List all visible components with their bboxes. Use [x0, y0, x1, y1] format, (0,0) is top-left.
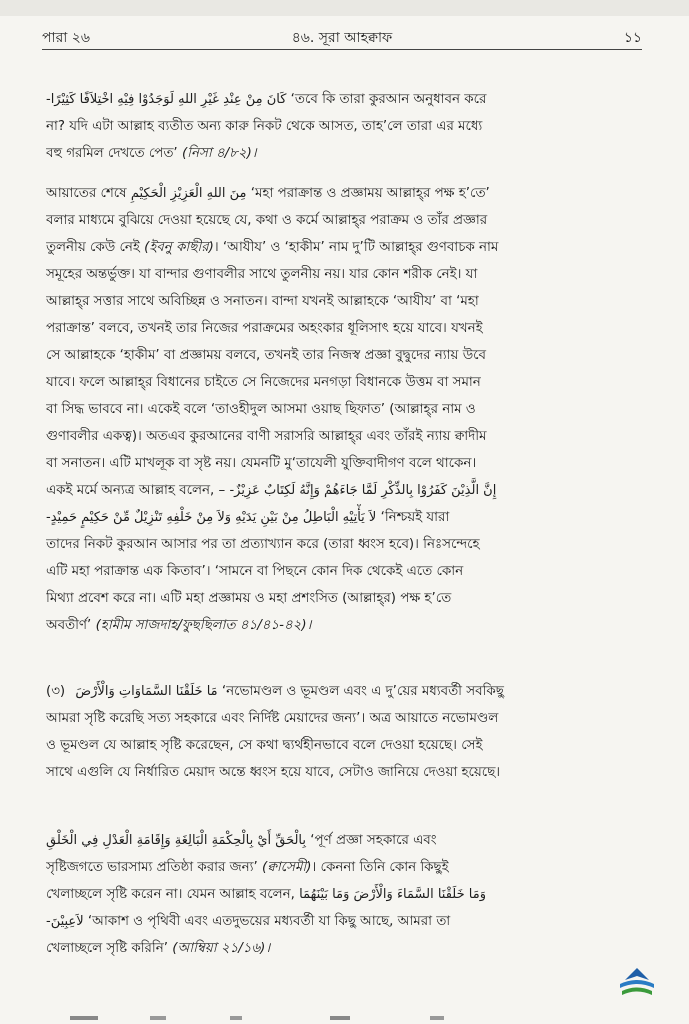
text-line: যাবে। ফলে আল্লাহ্‌র বিধানের চাইতে সে নিজেদের মনগড়া বিধানকে উত্তম বা সমান [46, 375, 481, 390]
reference-citation: (হামীম সাজদাহ/ফুছছিলাত ৪১/৪১-৪২)। [95, 618, 312, 633]
bengali-text: ‘আকাশ ও পৃথিবী এবং এতদুভয়ের মধ্যবর্তী যা কিছু আছে, আমরা তা [87, 914, 451, 929]
text-line: বলার মাধ্যমে বুঝিয়ে দেওয়া হয়েছে যে, কথা ও কর্মে আল্লাহ্‌র পরাক্রম ও তাঁর প্রজ্ঞার [46, 213, 488, 228]
text-line [46, 140, 646, 167]
text-line: বা সনাতন। এটি মাখলূক বা সৃষ্ট নয়। যেমনটি মু‘তাযেলী যুক্তিবাদীগণ বলে থাকেন। [46, 456, 477, 471]
paragraph-2 [46, 180, 646, 639]
reference-citation: (ইবনু কাছীর) [144, 240, 214, 255]
text-line: না? যদি এটা আল্লাহ ব্যতীত অন্য কারু নিকট থেকে আসত, তাহ’লে তারা এর মধ্যে [46, 119, 483, 134]
bengali-text: ‘মহা পরাক্রান্ত ও প্রজ্ঞাময় আল্লাহ্‌র পক্ষ হ’তে’ [250, 186, 490, 201]
arabic-verse: وَمَا خَلَقْنَا السَّمَاءَ وَالْأَرْضَ وَمَا بَيْنَهُمَا [299, 887, 486, 902]
text-line: আল্লাহ্‌র সত্তার সাথে অবিচ্ছিন্ন ও সনাতন। বান্দা যখনই আল্লাহকে ‘আযীয’ বা ‘মহা [46, 294, 479, 309]
text-line [46, 908, 646, 935]
paragraph-3 [46, 678, 646, 786]
text-line [46, 180, 646, 207]
bengali-text: ‘নিশ্চয়ই যারা [380, 510, 450, 525]
text-line: আমরা সৃষ্টি করেছি সত্য সহকারে এবং নির্দিষ্ট মেয়াদের জন্য’। অত্র আয়াতে নভোমণ্ডল [46, 711, 499, 726]
bengali-text: তুলনীয় কেউ নেই [46, 240, 140, 255]
text-line: পরাক্রান্ত’ বলবে, তখনই তার নিজের পরাক্রমের অহংকার ধূলিসাৎ হয়ে যাবে। যখনই [46, 321, 483, 336]
arabic-verse: لاَعِبِيْنَ- [46, 914, 84, 929]
surah-title: ৪৬. সূরা আহক্বাফ [291, 30, 393, 46]
bengali-text: একই মর্মে অন্যত্র আল্লাহ বলেন, – [46, 483, 226, 498]
text-line [46, 612, 646, 639]
reference-citation: (ক্বাসেমী) [262, 860, 312, 875]
arabic-verse: إِنَّ الَّذِيْنَ كَفَرُوْا بِالذِّكْرِ لَمَّا جَاءَهُمْ وَإِنَّهُ لَكِتَابٌ عَزِيْزٌ- [229, 483, 497, 498]
text-line: ও ভূমণ্ডল যে আল্লাহ সৃষ্টি করেছেন, সে কথা দ্ব্যর্থহীনভাবে বলে দেওয়া হয়েছে। সেই [46, 738, 483, 753]
page-header [42, 24, 642, 44]
paragraph-4 [46, 827, 646, 962]
bengali-text: বহু গরমিল দেখতে পেত’ [46, 146, 178, 161]
paragraph-1 [46, 86, 646, 167]
note-number: (৩) [46, 684, 66, 699]
text-line [46, 504, 646, 531]
text-line: এটি মহা পরাক্রান্ত এক কিতাব’। ‘সামনে বা পিছনে কোন দিক থেকেই এতে কোন [46, 564, 464, 579]
bengali-text: আয়াতের শেষে [46, 186, 127, 201]
text-line: গুণাবলীর একত্ব)। অতএব কুরআনের বাণী সরাসরি আল্লাহ্‌র এবং তাঁরই ন্যায় ক্বাদীম [46, 429, 487, 444]
page-number: ১১ [623, 30, 642, 46]
publisher-logo-icon [616, 966, 658, 1000]
bengali-text: সৃষ্টিজগতে ভারসাম্য প্রতিষ্ঠা করার জন্য’ [46, 860, 258, 875]
bengali-text: অবতীর্ণ’ [46, 618, 92, 633]
text-line [46, 86, 646, 113]
text-line: বা সিদ্ধ ভাববে না। একেই বলে ‘তাওহীদুল আসমা ওয়াছ ছিফাত’ (আল্লাহ্‌র নাম ও [46, 402, 476, 417]
bengali-text: ‘তবে কি তারা কুরআন অনুধাবন করে [290, 92, 487, 107]
para-label: পারা ২৬ [42, 30, 90, 46]
arabic-verse: بِالْحَقِّ أَيْ بِالْحِكْمَةِ الْبَالِغَةِ وَإِقَامَةِ الْعَدْلِ فِي الْخَلْقِ [46, 833, 307, 848]
text-line: তাদের নিকট কুরআন আসার পর তা প্রত্যাখ্যান করে (তারা ধ্বংস হবে)। নিঃসন্দেহে [46, 537, 480, 552]
header-rule [42, 49, 642, 50]
reference-citation: (নিসা ৪/৮২)। [181, 146, 257, 161]
bengali-text: ‘পূর্ণ প্রজ্ঞা সহকারে এবং [310, 833, 437, 848]
text-line: সাথে এগুলি যে নির্ধারিত মেয়াদ অন্তে ধ্বংস হয়ে যাবে, সেটাও জানিয়ে দেওয়া হয়েছে। [46, 765, 501, 780]
reference-citation: (আম্বিয়া ২১/১৬)। [172, 941, 271, 956]
text-line: মিথ্যা প্রবেশ করে না। এটি মহা প্রজ্ঞাময় ও মহা প্রশংসিত (আল্লাহ্‌র) পক্ষ হ’তে [46, 591, 452, 606]
text-line [46, 935, 646, 962]
text-line [46, 678, 646, 705]
text-line [46, 881, 646, 908]
text-line [46, 854, 646, 881]
text-line: সমূহের অন্তর্ভুক্ত। যা বান্দার গুণাবলীর সাথে তুলনীয় নয়। যার কোন শরীক নেই। যা [46, 267, 478, 282]
bengali-text: । ‘আযীয’ ও ‘হাকীম’ নাম দু’টি আল্লাহ্‌র গুণবাচক নাম [213, 240, 499, 255]
text-line [46, 477, 646, 504]
scan-edge-marks [0, 1012, 689, 1024]
bengali-text: । কেননা তিনি কোন কিছুই [311, 860, 449, 875]
text-line [46, 827, 646, 854]
arabic-verse: لاَ يَأْتِيْهِ الْبَاطِلُ مِنْ بَيْنِ يَدَيْهِ وَلاَ مِنْ خَلْفِهِ تَنْزِيْلٌ مِّنْ حَكِيْمٍ حَمِيْدٍ- [46, 510, 377, 525]
arabic-verse: مَا خَلَقْنَا السَّمَاوَاتِ وَالْأَرْضَ [75, 684, 218, 699]
arabic-verse: مِنَ اللهِ الْعَزِيْزِ الْحَكِيْمِ [130, 186, 247, 201]
bengali-text: খেলাচ্ছলে সৃষ্টি করেন না। যেমন আল্লাহ বলেন, [46, 887, 295, 902]
text-line: সে আল্লাহকে ‘হাকীম’ বা প্রজ্ঞাময় বলবে, তখনই তার নিজস্ব প্রজ্ঞা বুদ্বুদের ন্যায় উবে [46, 348, 486, 363]
text-line [46, 234, 646, 261]
bengali-text: খেলাচ্ছলে সৃষ্টি করিনি’ [46, 941, 168, 956]
top-edge-strip [0, 0, 689, 16]
bengali-text: ‘নভোমণ্ডল ও ভূমণ্ডল এবং এ দু’য়ের মধ্যবর্তী সবকিছু [221, 684, 504, 699]
arabic-verse: كَانَ مِنْ عِنْدِ غَيْرِ اللهِ لَوَجَدُوْا فِيْهِ اخْتِلاَفًا كَثِيْرًا- [46, 92, 287, 107]
